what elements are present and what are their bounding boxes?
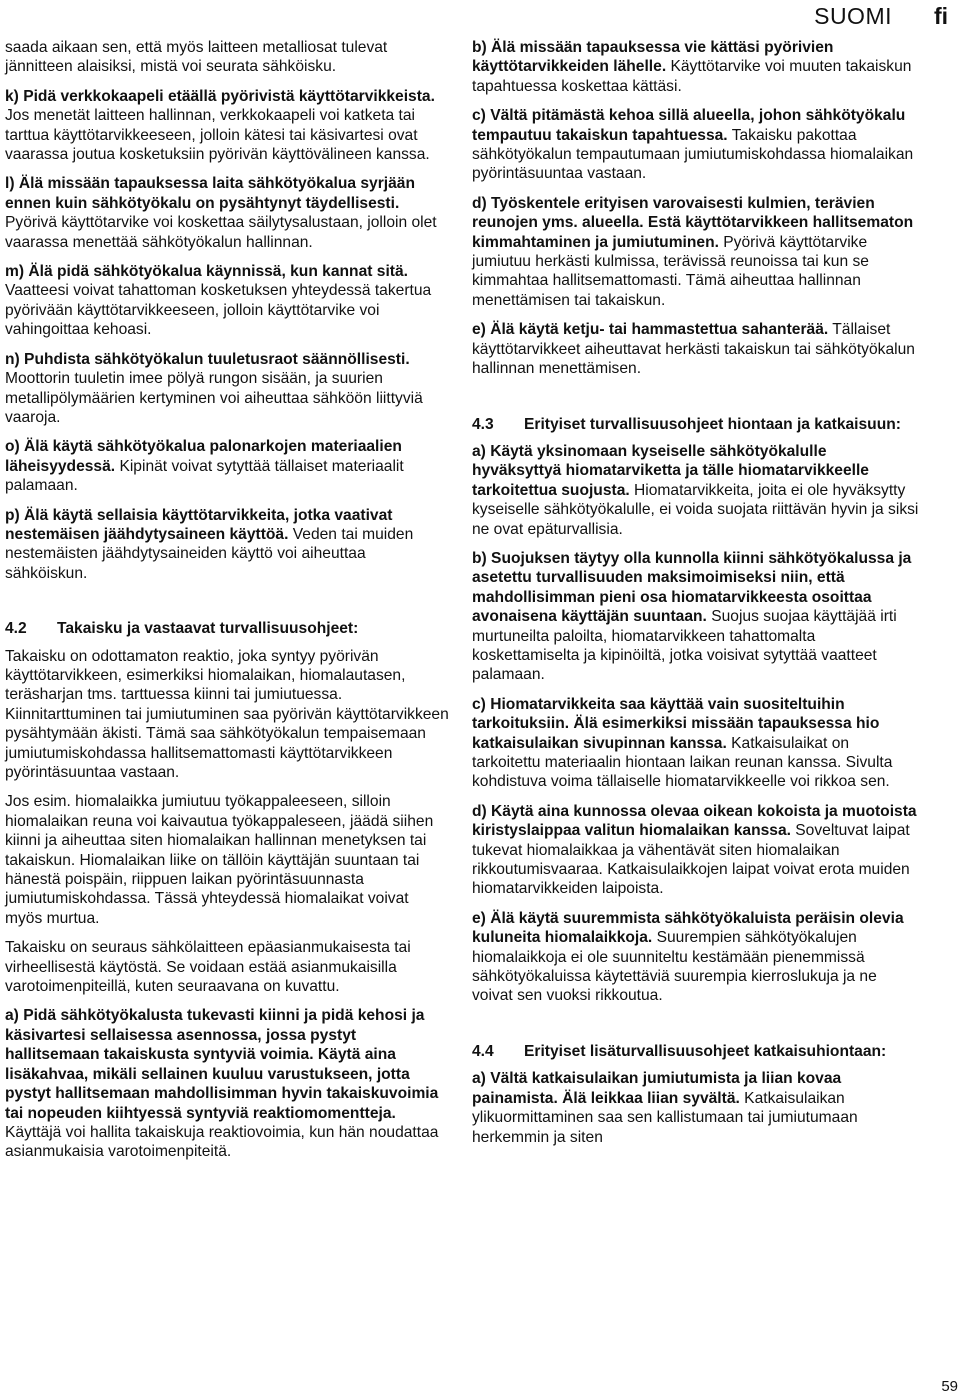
right-column <box>472 38 920 1157</box>
rule-b-grinding: b) Suojuksen täytyy olla kunnolla kiinni sähkötyökalussa ja asetettu turvallisuuden maksimoimiseksi niin, että mahdollisimman pieni osa hiomatarvikkeesta osoittaa avonaisena käyttäjän suuntaan. Suojus suojaa käyttäjää irti murtuneilta paloilta, hiomatarvikkeen tahattomalta koskettamiselta ja kipinöiltä, jotka voisivat sytyttää vaatteet palamaan. <box>472 549 912 684</box>
rule-e-kickback: e) Älä käytä ketju- tai hammastettua sahanterää. Tällaiset käyttötarvikkeet aiheuttavat herkästi takaiskun tai sähkötyökalun hallinnan menettämisen. <box>472 321 915 378</box>
rule-b-kickback: b) Älä missään tapauksessa vie kättäsi pyörivien käyttötarvikkeiden lähelle. Käyttötarvike voi muuten takaiskun tapahtuessa koskettaa kättäsi. <box>472 39 912 95</box>
rule-p: p) Älä käytä sellaisia käyttötarvikkeita, jotka vaativat nestemäisen jäähdytysaineen käyttöä. Veden tai muiden nestemäisten jäähdytysaineiden käyttö voi aiheuttaa sähköiskun. <box>5 506 414 582</box>
rule-e-grinding: e) Älä käytä suuremmista sähkötyökaluista peräisin olevia kuluneita hiomalaikkoja. Suurempien sähkötyökalujen hiomalaikkoja ei ole suunniteltu kestämään pienemmissä sähkötyökaluissa käytettäviä suurempia kierroslukuja ja ne voivat sen vuoksi rikkoutua. <box>472 909 904 1005</box>
rule-c-grinding: c) Hiomatarvikkeita saa käyttää vain suositeltuihin tarkoituksiin. Älä esimerkiksi missään tapauksessa hio katkaisulaikan sivupinnan kanssa. Katkaisulaikat on tarkoitettu materiaalin hiontaan laikan reunan kanssa. Sivulta kohdistuva voima tällaiselle hiomatarvikkeelle voi rikkoa sen. <box>472 695 893 791</box>
kickback-definition: Takaisku on odottamaton reaktio, joka syntyy pyörivän käyttötarvikkeen, esimerkiksi hiomalaikan, hiomalautasen, teräsharjan tms. tarttuessa kiinni tai jumiutuessa. Kiinnitarttuminen tai jumiutuminen saa pyörivän käyttötarvikkeen pysähtymään äkisti. Tämä saa sähkötyökalun tempaisemaan jumiutumiskohdassa hallitsemattomasti käyttötarvikkeen pyörintäsuuntaa vastaan. <box>5 647 449 781</box>
rule-a-grinding: a) Käytä yksinomaan kyseiselle sähkötyökalulle hyväksyttyä hiomatarviketta ja tälle hiomatarvikkeelle tarkoitettua suojusta. Hiomatarvikkeita, joita ei ole hyväksytty kyseiselle sähkötyökalulle, ei voida suojata riittävän hyvin ja siksi ne ovat epäturvallisia. <box>472 442 919 538</box>
language-label: SUOMI <box>814 3 892 29</box>
rule-c-kickback: c) Vältä pitämästä kehoa sillä alueella, johon sähkötyökalu tempautuu takaiskun tapahtuessa. Takaisku pakottaa sähkötyökalun tempautumaan jumiutumiskohdassa hiomalaikan pyörintäsuuntaa vastaan. <box>472 107 914 183</box>
rule-k: k) Pidä verkkokaapeli etäällä pyörivistä käyttötarvikkeista. Jos menetät laitteen hallinnan, verkkokaapeli voi katketa tai tarttua käyttötarvikkeeseen, jolloin kätesi tai käsivartesi ovat vaarassa joutua kosketuksiin pyörivän käyttövälineen kanssa. <box>5 87 435 164</box>
rule-d-grinding: d) Käytä aina kunnossa olevaa oikean kokoista ja muotoista kiristyslaippaa valitun hiomalaikan kanssa. Soveltuvat laipat tukevat hiomalaikkaa ja vähentävät siten hiomalaikan rikkoutumisvaaraa. Katkaisulaikkojen laipat voivat erota muiden hiomatarvikkeiden laipoista. <box>472 802 917 898</box>
section-heading-4-4: 4.4 Erityiset lisäturvallisuusohjeet katkaisuhiontaan: <box>472 1042 887 1060</box>
rule-l: l) Älä missään tapauksessa laita sähkötyökalua syrjään ennen kuin sähkötyökalu on pysähtynyt täydellisesti. Pyörivä käyttötarvike voi koskettaa säilytysalustaan, jolloin olet vaarassa menettää sähkötyökalun hallinnan. <box>5 175 437 251</box>
language-code: fi <box>933 3 948 29</box>
kickback-example: Jos esim. hiomalaikka jumiutuu työkappaleeseen, silloin hiomalaikan reuna voi kaivautua työkappaleseen, jäädä siihen kiinni ja aiheuttaa siten hiomalaikan hallinnan menetyksen tai takaiskun. Hiomalaikan liike on tällöin käyttäjän suuntaan tai hänestä poispäin, riippuen laikan pyörintäsuunnasta jumiutumiskohdassa. Tässä yhteydessä hiomalaikat voivat myös murtua. <box>5 793 434 927</box>
rule-n: n) Puhdista sähkötyökalun tuuletusraot säännöllisesti. Moottorin tuuletin imee pölyä rungon sisään, ja suurien metallipölymäärien kertyminen voi aiheuttaa sähköön liittyviä vaaroja. <box>5 350 423 426</box>
rule-a-cutting: a) Vältä katkaisulaikan jumiutumista ja liian kovaa painamista. Älä leikkaa liian syvältä. Katkaisulaikan ylikuormittaminen saa sen kallistumaan tai jumiutumaan herkemmin ja siten <box>472 1070 858 1146</box>
rule-m: m) Älä pidä sähkötyökalua käynnissä, kun kannat sitä. Vaatteesi voivat tahattoman kosketuksen yhteydessä takertua pyörivään käyttötarvikkeeseen, jolloin käyttötarvike voi vahingoittaa kehoasi. <box>5 263 432 339</box>
section-heading-4-3: 4.3 Erityiset turvallisuusohjeet hiontaan ja katkaisuun: <box>472 415 901 433</box>
section-heading-4-2: 4.2 Takaisku ja vastaavat turvallisuusohjeet: <box>5 620 359 638</box>
kickback-cause: Takaisku on seuraus sähkölaitteen epäasianmukaisesta tai virheellisestä käytöstä. Se voidaan estää asianmukaisilla varotoimenpiteillä, kuten seuraavana on kuvattu. <box>5 939 411 996</box>
rule-o: o) Älä käytä sähkötyökalua palonarkojen materiaalien läheisyydessä. Kipinät voivat sytyttää tällaiset materiaalit palamaan. <box>5 438 404 495</box>
rule-a-kickback: a) Pidä sähkötyökalusta tukevasti kiinni ja pidä kehosi ja käsivartesi sellaisessa asennossa, jossa pystyt hallitsemaan takaiskusta syntyviä voimia. Käytä aina lisäkahvaa, mikäli sellainen kuuluu varustukseen, jotta pystyt hallitsemaan mahdollisimman hyvin takaiskuvoimia tai nopeuden kiihtyessä syntyviä reaktiomomentteja. Käyttäjä voi hallita takaiskuja reaktiovoimia, kun hän noudattaa asianmukaisia varotoimenpiteitä. <box>5 1007 439 1161</box>
page-number: 59 <box>941 1378 958 1395</box>
left-column <box>5 38 450 1172</box>
rule-d-kickback: d) Työskentele erityisen varovaisesti kulmien, terävien reunojen yms. alueella. Estä käyttötarvikkeen hallitsematon kimmahtaminen ja jumiutuminen. Pyörivä käyttötarvike jumiutuu herkästi kulmissa, terävissä reunoissa tai kun se kimmahtaa hallitsemattomasti. Tämä aiheuttaa hallinnan menettämisen tai takaiskun. <box>472 194 914 309</box>
paragraph-continuation: saada aikaan sen, että myös laitteen metalliosat tulevat jännitteen alaisiksi, mistä voi seurata sähköisku. <box>5 39 388 76</box>
